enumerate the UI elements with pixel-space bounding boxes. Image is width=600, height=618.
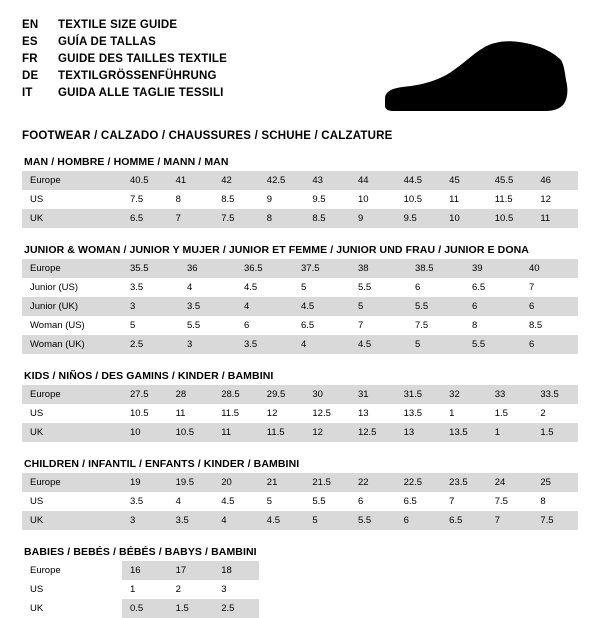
size-cell: 3 (221, 584, 227, 595)
size-cell (487, 580, 533, 599)
size-cell (532, 599, 578, 618)
table-row (22, 473, 578, 492)
size-cell: 32 (441, 385, 487, 404)
size-cell: 30 (304, 385, 350, 404)
size-cell: 6 (357, 496, 364, 507)
row-label: Junior (US) (30, 282, 79, 293)
section-title: BABIES / BEBÉS / BÉBÉS / BABYS / BAMBINI (24, 546, 257, 558)
row-label: UK (22, 511, 122, 530)
size-cell: 40 (521, 259, 578, 278)
size-cell: 7 (529, 282, 535, 293)
size-cell (441, 599, 487, 618)
size-cell: 31.5 (396, 385, 442, 404)
size-cell: 6.5 (441, 511, 487, 530)
size-cell: 3.5 (236, 335, 293, 354)
size-cell: 6 (521, 335, 578, 354)
size-cell: 39 (464, 259, 521, 278)
size-cell: 1 (487, 423, 533, 442)
row-label: Europe (30, 565, 61, 576)
size-cell: 9 (266, 194, 273, 205)
size-cell: 7 (449, 496, 455, 507)
size-cell: 2.5 (213, 599, 259, 618)
size-cell (350, 599, 396, 618)
size-cell: 4 (293, 335, 350, 354)
size-cell: 9.5 (396, 209, 442, 228)
size-cell: 17 (168, 561, 214, 580)
size-cell: 10 (441, 209, 487, 228)
size-cell: 4.5 (221, 496, 235, 507)
size-cell: 4.5 (259, 511, 305, 530)
size-cell (304, 561, 350, 580)
language-title: GUIDA ALLE TAGLIE TESSILI (58, 87, 224, 99)
size-cell: 33.5 (532, 385, 578, 404)
row-label: Europe (22, 171, 122, 190)
size-cell: 2 (175, 584, 181, 595)
size-cell: 35.5 (122, 259, 179, 278)
row-label: Europe (22, 473, 122, 492)
size-cell: 40.5 (122, 171, 168, 190)
size-cell: 3.5 (130, 282, 144, 293)
row-label: US (30, 194, 44, 205)
size-cell (441, 580, 487, 599)
size-cell: 38.5 (407, 259, 464, 278)
size-table (22, 561, 578, 618)
size-cell: 11 (213, 423, 259, 442)
section-title: KIDS / NIÑOS / DES GAMINS / KINDER / BAMBINI (24, 370, 274, 382)
table-row (22, 599, 578, 618)
size-cell: 8.5 (221, 194, 235, 205)
size-cell: 22 (350, 473, 396, 492)
size-cell: 19.5 (168, 473, 214, 492)
size-cell: 3.5 (130, 496, 144, 507)
size-cell (304, 599, 350, 618)
size-cell: 13.5 (441, 423, 487, 442)
size-cell: 38 (350, 259, 407, 278)
size-cell: 3 (179, 335, 236, 354)
size-cell: 6 (415, 282, 421, 293)
size-cell (350, 580, 396, 599)
table-row (22, 297, 578, 316)
size-cell: 21.5 (304, 473, 350, 492)
size-cell: 13 (357, 408, 369, 419)
language-code: DE (22, 70, 39, 82)
size-cell: 8 (259, 209, 305, 228)
size-cell: 11.5 (259, 423, 305, 442)
size-section (22, 458, 578, 530)
size-cell: 4 (175, 496, 181, 507)
size-cell: 8.5 (529, 320, 543, 331)
size-cell: 12 (304, 423, 350, 442)
row-label: UK (30, 603, 44, 614)
size-cell: 33 (487, 385, 533, 404)
size-cell: 11.5 (221, 408, 239, 419)
size-cell: 6.5 (403, 496, 417, 507)
section-title: MAN / HOMBRE / HOMME / MANN / MAN (24, 156, 229, 168)
size-cell: 5 (301, 282, 307, 293)
table-row (22, 561, 578, 580)
dress-shoe-icon (365, 36, 570, 114)
table-row (22, 259, 578, 278)
row-label: US (30, 408, 44, 419)
size-cell: 6.5 (301, 320, 315, 331)
size-cell: 19 (122, 473, 168, 492)
size-section (22, 546, 578, 618)
size-cell: 4.5 (350, 335, 407, 354)
size-cell: 36.5 (236, 259, 293, 278)
size-cell: 23.5 (441, 473, 487, 492)
size-cell: 0.5 (122, 599, 168, 618)
size-cell (441, 561, 487, 580)
language-row (22, 69, 227, 84)
size-cell: 7 (358, 320, 364, 331)
language-row (22, 52, 227, 67)
table-row (22, 209, 578, 228)
size-cell: 16 (122, 561, 168, 580)
language-row (22, 35, 227, 50)
size-cell: 42 (213, 171, 259, 190)
row-label: UK (22, 423, 122, 442)
size-cell: 11.5 (494, 194, 513, 205)
size-cell: 5 (350, 297, 407, 316)
size-cell: 11 (449, 194, 460, 205)
size-cell: 5 (407, 335, 464, 354)
size-cell: 1.5 (494, 408, 508, 419)
size-cell: 8.5 (304, 209, 350, 228)
table-row (22, 335, 578, 354)
size-cell: 22.5 (396, 473, 442, 492)
size-cell: 20 (213, 473, 259, 492)
language-title: TEXTILE SIZE GUIDE (58, 19, 178, 31)
size-table (22, 259, 578, 354)
size-cell: 10 (122, 423, 168, 442)
size-cell: 25 (532, 473, 578, 492)
footwear-heading: FOOTWEAR / CALZADO / CHAUSSURES / SCHUHE / CALZATURE (22, 130, 393, 142)
table-row (22, 423, 578, 442)
size-cell (396, 599, 442, 618)
size-cell: 10.5 (487, 209, 533, 228)
size-cell (304, 580, 350, 599)
size-cell: 7.5 (494, 496, 508, 507)
language-code: ES (22, 36, 38, 48)
size-cell: 6.5 (472, 282, 486, 293)
size-cell: 7.5 (130, 194, 144, 205)
size-cell: 12 (540, 194, 551, 205)
size-cell (396, 580, 442, 599)
size-cell (532, 580, 578, 599)
size-section (22, 370, 578, 442)
size-cell: 3.5 (168, 511, 214, 530)
section-title: JUNIOR & WOMAN / JUNIOR Y MUJER / JUNIOR ET FEMME / JUNIOR UND FRAU / JUNIOR E DONA (24, 244, 529, 256)
language-code: IT (22, 87, 33, 99)
size-cell: 11 (175, 408, 186, 419)
size-cell: 1.5 (168, 599, 214, 618)
size-cell: 28 (168, 385, 214, 404)
size-cell: 10 (357, 194, 369, 205)
size-cell: 5 (130, 320, 136, 331)
size-cell: 3 (122, 511, 168, 530)
size-cell: 42.5 (259, 171, 305, 190)
size-cell: 10.5 (168, 423, 214, 442)
size-cell: 6 (396, 511, 442, 530)
size-cell: 10.5 (403, 194, 423, 205)
table-row (22, 404, 578, 423)
size-cell: 4 (187, 282, 193, 293)
size-cell: 5.5 (407, 297, 464, 316)
size-cell: 9 (350, 209, 396, 228)
size-cell: 11 (532, 209, 578, 228)
size-cell: 18 (213, 561, 259, 580)
size-cell: 12 (266, 408, 278, 419)
table-row (22, 171, 578, 190)
size-cell: 2.5 (122, 335, 179, 354)
row-label: Woman (US) (30, 320, 85, 331)
size-cell: 8 (540, 496, 546, 507)
size-cell: 29.5 (259, 385, 305, 404)
size-cell: 13 (396, 423, 442, 442)
size-cell (487, 561, 533, 580)
size-cell (532, 561, 578, 580)
size-cell: 7 (168, 209, 214, 228)
size-cell: 24 (487, 473, 533, 492)
size-cell: 7.5 (532, 511, 578, 530)
size-cell: 5.5 (312, 496, 326, 507)
language-row (22, 86, 227, 101)
table-row (22, 385, 578, 404)
size-section (22, 244, 578, 354)
language-title: GUIDE DES TAILLES TEXTILE (58, 53, 227, 65)
size-cell: 5 (266, 496, 273, 507)
size-cell: 1 (449, 408, 455, 419)
size-cell: 46 (532, 171, 578, 190)
size-cell: 43 (304, 171, 350, 190)
language-title: TEXTILGRÖSSENFÜHRUNG (58, 70, 217, 82)
size-cell: 45 (441, 171, 487, 190)
size-cell: 28.5 (213, 385, 259, 404)
size-cell (396, 561, 442, 580)
size-cell: 2 (540, 408, 546, 419)
size-cell: 9.5 (312, 194, 326, 205)
size-cell: 31 (350, 385, 396, 404)
size-cell: 36 (179, 259, 236, 278)
size-section (22, 156, 578, 228)
table-row (22, 316, 578, 335)
size-cell: 4 (213, 511, 259, 530)
size-cell: 5.5 (187, 320, 201, 331)
size-cell: 45.5 (487, 171, 533, 190)
size-cell: 6 (464, 297, 521, 316)
size-cell (259, 599, 305, 618)
size-cell: 4.5 (244, 282, 258, 293)
language-title: GUÍA DE TALLAS (58, 36, 156, 48)
size-cell: 4.5 (293, 297, 350, 316)
size-cell: 7 (487, 511, 533, 530)
size-cell: 12.5 (350, 423, 396, 442)
size-cell: 12.5 (312, 408, 331, 419)
language-title-list (22, 18, 227, 101)
table-row (22, 278, 578, 297)
size-cell: 6 (244, 320, 250, 331)
row-label: Junior (UK) (22, 297, 122, 316)
size-cell: 10.5 (130, 408, 149, 419)
row-label: Woman (UK) (22, 335, 122, 354)
size-tables (22, 156, 578, 618)
size-cell: 1.5 (532, 423, 578, 442)
size-cell (487, 599, 533, 618)
size-cell: 3 (122, 297, 179, 316)
row-label: US (30, 496, 44, 507)
size-cell: 7.5 (213, 209, 259, 228)
size-cell: 7.5 (415, 320, 429, 331)
size-table (22, 171, 578, 228)
table-row (22, 580, 578, 599)
language-row (22, 18, 227, 33)
size-cell: 5 (304, 511, 350, 530)
table-row (22, 190, 578, 209)
size-cell: 1 (130, 584, 136, 595)
size-cell: 37.5 (293, 259, 350, 278)
size-cell (259, 561, 305, 580)
row-label: Europe (22, 259, 122, 278)
size-table (22, 473, 578, 530)
size-cell: 8 (472, 320, 478, 331)
size-cell: 21 (259, 473, 305, 492)
table-row (22, 492, 578, 511)
size-cell: 44 (350, 171, 396, 190)
size-cell: 13.5 (403, 408, 423, 419)
size-cell: 6 (521, 297, 578, 316)
table-row (22, 511, 578, 530)
section-title: CHILDREN / INFANTIL / ENFANTS / KINDER / BAMBINI (24, 458, 300, 470)
size-cell (350, 561, 396, 580)
size-cell: 4 (236, 297, 293, 316)
size-cell (259, 580, 305, 599)
size-cell: 5.5 (358, 282, 372, 293)
size-table (22, 385, 578, 442)
row-label: Europe (22, 385, 122, 404)
size-cell: 41 (168, 171, 214, 190)
size-cell: 27.5 (122, 385, 168, 404)
row-label: US (30, 584, 44, 595)
language-code: EN (22, 19, 39, 31)
size-cell: 6.5 (122, 209, 168, 228)
language-code: FR (22, 53, 38, 65)
size-cell: 5.5 (464, 335, 521, 354)
row-label: UK (22, 209, 122, 228)
size-cell: 44.5 (396, 171, 442, 190)
size-cell: 5.5 (350, 511, 396, 530)
size-cell: 3.5 (179, 297, 236, 316)
size-cell: 8 (175, 194, 181, 205)
document-header (22, 18, 578, 114)
